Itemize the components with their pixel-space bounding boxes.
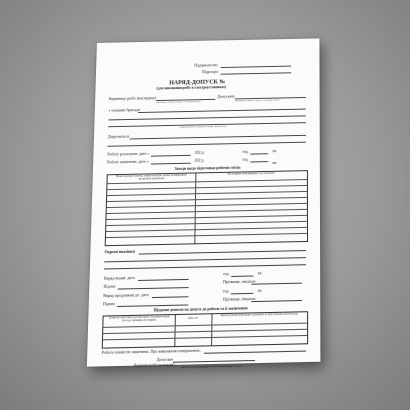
tasks-label: Доручається xyxy=(107,133,130,139)
special-line-1 xyxy=(139,250,306,255)
division-line xyxy=(220,72,291,74)
enterprise-line xyxy=(221,66,292,68)
special-line-3 xyxy=(104,264,306,269)
leader-label: Керівнику робіт (наглядачу) xyxy=(108,95,157,102)
table1-title: Заходи щодо підготовки робочих місць xyxy=(174,165,241,171)
table2-col1-header: Дозвіл на підготовку робочих місць і на допуск видав (посада, прізвище або підпис) xyxy=(108,315,170,323)
ext-time: год. xyxy=(222,288,230,294)
ext-min: хв. xyxy=(257,287,263,293)
table2-col2-header: Дата, час xyxy=(187,316,199,320)
sign-label: Підпис xyxy=(103,283,116,289)
ext-time-line xyxy=(231,293,253,294)
crew-label: з членами бригади xyxy=(108,107,140,113)
surname2-label: Прізвище, ініціали xyxy=(222,295,256,302)
start-label: Роботу розпочати: дата « xyxy=(107,150,150,157)
end-label: Роботу закінчити: дата « xyxy=(107,158,149,165)
issued-label: Наряд видав: дата xyxy=(103,274,135,281)
issued-time: год. xyxy=(223,270,230,277)
issued-min: хв. xyxy=(257,270,263,276)
table2-col3-header: Бригаду проінструктовано і допущено на підготовлене робоче місце xyxy=(220,312,298,318)
sign2-label: Підпис xyxy=(102,300,116,307)
start-min: хв. xyxy=(272,148,278,154)
assign-hint: (найменування електроустановки, приєднання) xyxy=(179,124,227,129)
admit-hint: (прізвище, ініціали, група з електробезпеки) xyxy=(234,98,280,103)
admitter-line xyxy=(173,360,255,363)
crew-line-2 xyxy=(108,115,306,120)
leader2-line xyxy=(181,365,243,367)
daily-permits-table xyxy=(102,311,308,348)
preparation-table xyxy=(105,170,308,246)
document-subtitle: (для виконання робіт в електроустановках) xyxy=(156,85,227,91)
start-time-line xyxy=(250,153,268,154)
extended-label: Наряд продовжив до: дата xyxy=(103,291,149,299)
extended-date-line xyxy=(152,296,189,298)
crew-line-1 xyxy=(138,109,306,113)
completed-label: Робота повністю закінчена. Про виконання повідомлено: xyxy=(101,347,201,355)
surname-label: Прізвище, ініціали xyxy=(223,278,256,285)
surname-line xyxy=(251,283,302,285)
tasks-line-2 xyxy=(108,142,306,147)
end-time: год. xyxy=(242,156,249,162)
table1-col2-header: Що повинно бути вимкнено і де заземлено xyxy=(227,171,275,176)
sign-line xyxy=(118,287,189,290)
division-label: Підрозділ xyxy=(201,69,219,75)
admit-label: Допускачу xyxy=(217,93,236,99)
surname2-line xyxy=(251,300,302,302)
enterprise-label: Підприємство xyxy=(194,62,218,68)
admitter-label: Допускач xyxy=(156,356,174,363)
leader-hint: (прізвище, ініціали, група з електробезпеки) xyxy=(156,100,201,104)
leader2-label: Керівник робіт (наглядач) xyxy=(133,362,175,368)
end-year: 202 р. xyxy=(194,157,205,163)
end-min: хв. xyxy=(272,159,277,165)
special-line-2 xyxy=(104,257,306,262)
document-title: НАРЯД-ДОПУСК № xyxy=(169,79,226,87)
start-year: 202 р. xyxy=(194,149,205,155)
sign2-line xyxy=(117,304,188,307)
table1-col1-header: Назва електроустановок, в яких необхідно провести вимкнення і встановити заземлення xyxy=(115,173,188,181)
table2-title: Щоденні дозволи на допуск до роботи та її закінчення xyxy=(153,306,248,313)
end-time-line xyxy=(250,161,268,162)
table1-divider xyxy=(194,173,196,243)
special-label: Окремі вказівки xyxy=(104,248,135,255)
issued-date-line xyxy=(138,279,189,281)
completed-line xyxy=(204,351,306,354)
start-time: год. xyxy=(242,148,249,154)
issued-time-line xyxy=(231,275,253,276)
end-date-line xyxy=(151,163,191,165)
start-date-line xyxy=(151,155,191,157)
tasks-line-1 xyxy=(130,135,306,140)
document-sheet xyxy=(87,38,321,366)
